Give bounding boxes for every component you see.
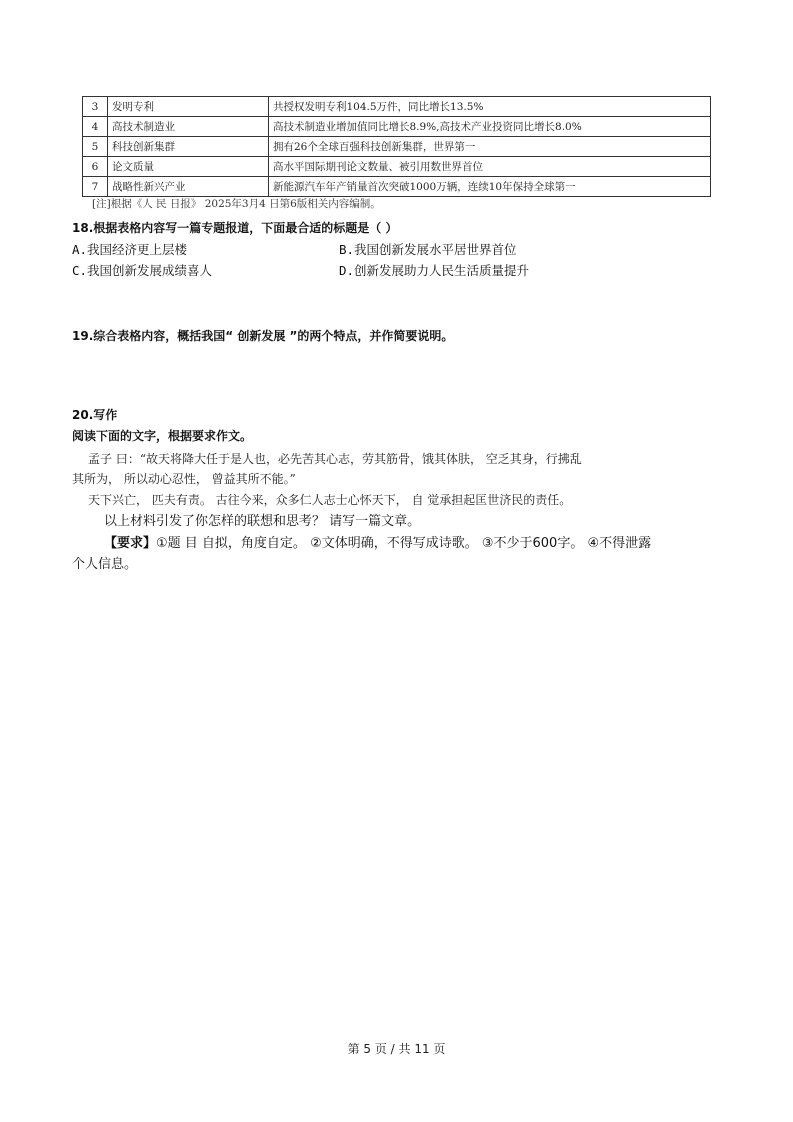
table-row <box>83 97 711 117</box>
question-18-option-b: B.我国创新发展水平居世界首位 <box>339 242 517 257</box>
row-item: 发明专利 <box>108 97 269 117</box>
passage-mencius-line-2: 其所为， 所以动心忍性， 曾益其所不能。” <box>72 472 296 486</box>
question-18-option-a: A.我国经济更上层楼 <box>72 242 188 257</box>
writing-prompt: 以上材料引发了你怎样的联想和思考？ 请写一篇文章。 <box>104 514 421 529</box>
page-number-footer: 第 5 页 / 共 11 页 <box>347 1042 446 1056</box>
writing-requirements-line-1 <box>104 532 651 551</box>
question-20-instruction: 阅读下面的文字，根据要求作文。 <box>72 429 253 443</box>
row-number: 3 <box>83 97 108 117</box>
table-source-note: [注]根据《人 民 日报》 2025年3月4 日第6版相关内容编制。 <box>92 198 381 210</box>
question-18-option-c: C.我国创新发展成绩喜人 <box>72 263 213 278</box>
passage-responsibility: 天下兴亡， 匹夫有责。 古往今来，众多仁人志士心怀天下， 自 觉承担起匡世济民的责任。 <box>88 493 572 507</box>
table-row <box>83 157 711 177</box>
row-description: 高技术制造业增加值同比增长8.9%,高技术产业投资同比增长8.0% <box>269 117 711 137</box>
table-row <box>83 177 711 197</box>
row-item: 高技术制造业 <box>108 117 269 137</box>
question-18-title: 18.根据表格内容写一篇专题报道，下面最合适的标题是（ ） <box>72 221 398 235</box>
row-description: 高水平国际期刊论文数量、被引用数世界首位 <box>269 157 711 177</box>
requirements-label: 【要求】 <box>104 536 157 551</box>
question-18-option-d: D.创新发展助力人民生活质量提升 <box>339 263 530 278</box>
row-number: 6 <box>83 157 108 177</box>
question-19-title: 19.综合表格内容，概括我国“ 创新发展 ”的两个特点，并作简要说明。 <box>72 329 454 343</box>
row-item: 论文质量 <box>108 157 269 177</box>
row-item: 科技创新集群 <box>108 137 269 157</box>
row-description: 拥有26个全球百强科技创新集群，世界第一 <box>269 137 711 157</box>
row-description: 新能源汽车年产销量首次突破1000万辆，连续10年保持全球第一 <box>269 177 711 197</box>
writing-requirements-line-2: 个人信息。 <box>72 557 138 572</box>
row-number: 7 <box>83 177 108 197</box>
row-number: 5 <box>83 137 108 157</box>
innovation-data-table <box>82 96 711 197</box>
table-row <box>83 137 711 157</box>
passage-mencius-line-1: 孟子 曰：“故天将降大任于是人也，必先苦其心志，劳其筋骨，饿其体肤， 空乏其身，行拂乱 <box>88 452 582 466</box>
row-item: 战略性新兴产业 <box>108 177 269 197</box>
row-number: 4 <box>83 117 108 137</box>
requirements-text: ①题 目 自拟，角度自定。 ②文体明确，不得写成诗歌。 ③不少于600字。 ④不得泄露 <box>156 536 652 551</box>
question-20-title: 20.写作 <box>72 408 118 422</box>
row-description: 共授权发明专利104.5万件，同比增长13.5% <box>269 97 711 117</box>
table-row <box>83 117 711 137</box>
